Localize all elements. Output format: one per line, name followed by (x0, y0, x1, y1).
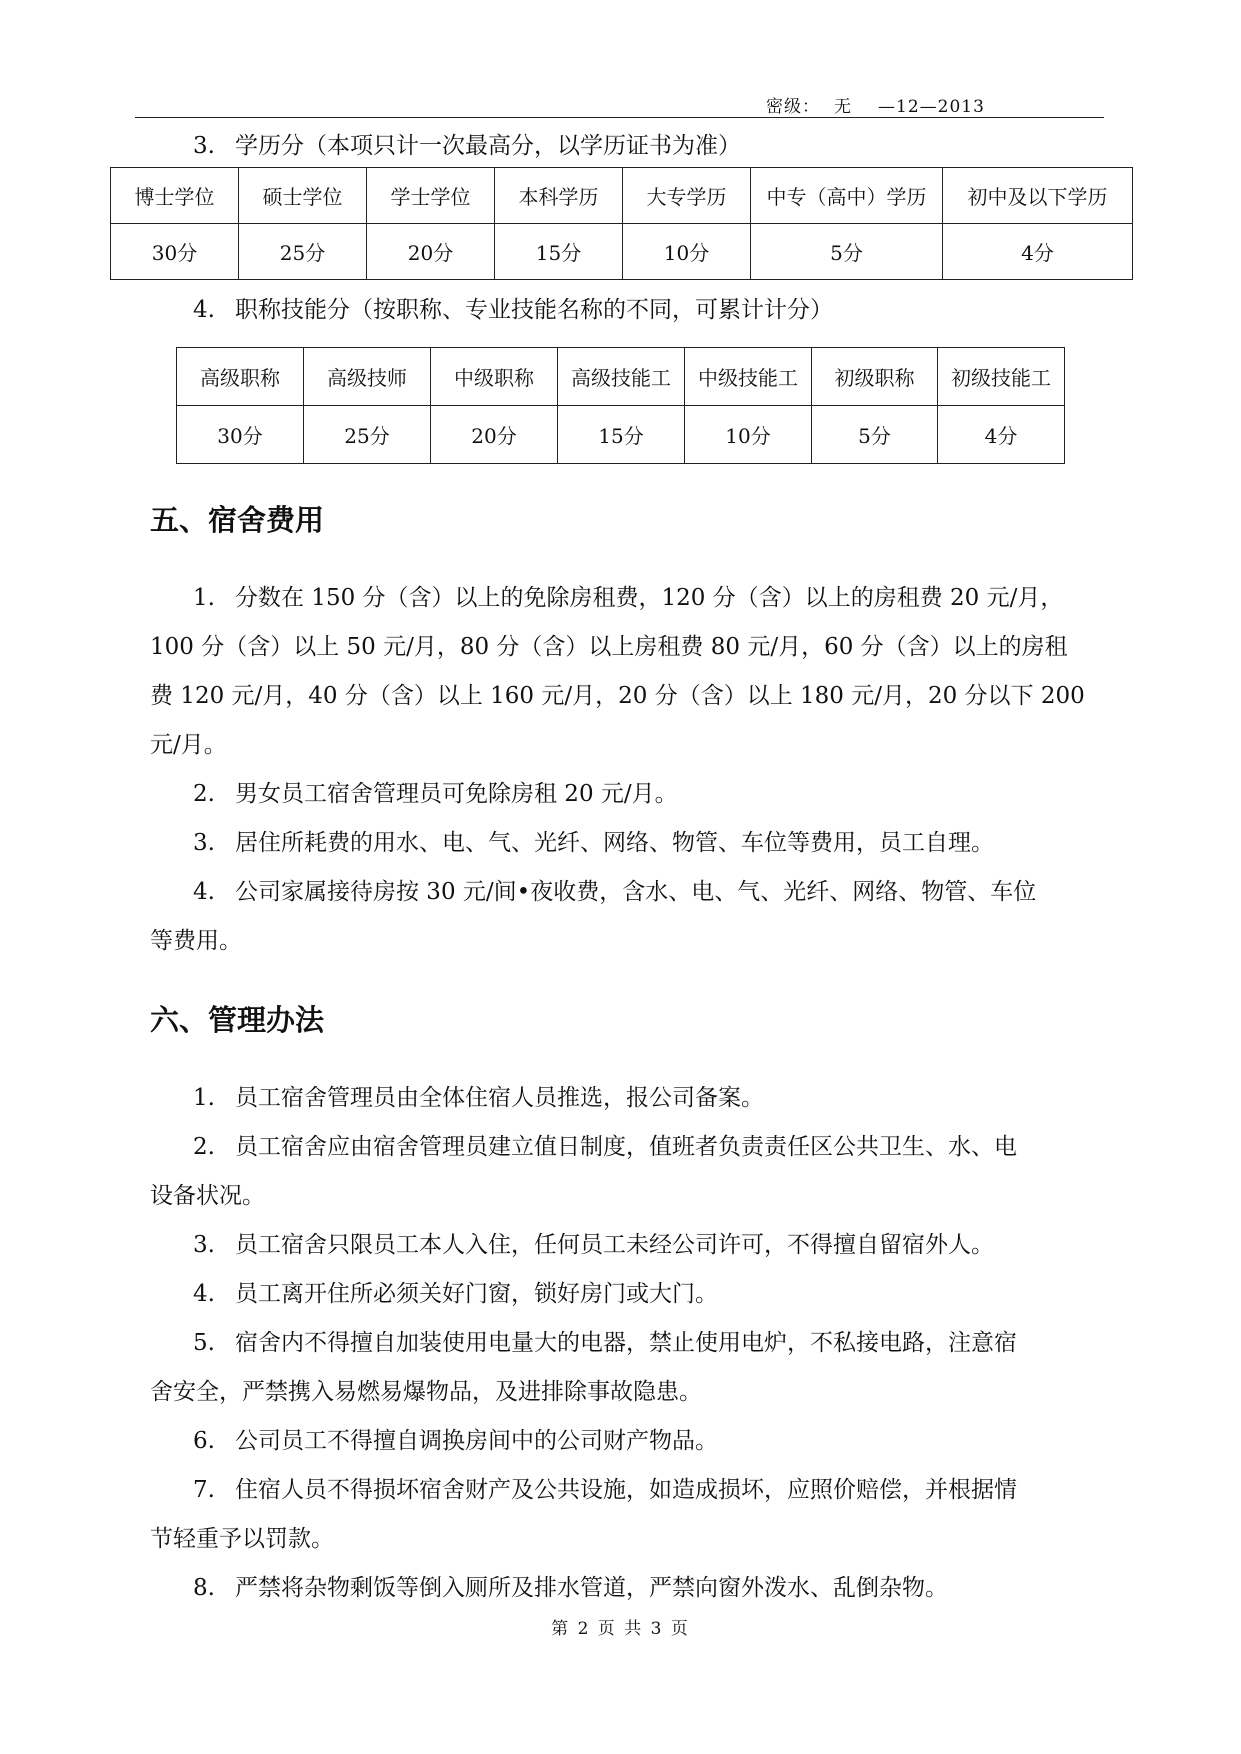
item-continuation: 等费用。 (150, 928, 242, 954)
table-header-cell: 高级技师 (304, 348, 431, 406)
item-continuation: 设备状况。 (150, 1183, 265, 1209)
secret-value: 无 (834, 97, 852, 117)
item-number: 4. (193, 879, 215, 905)
table-row (111, 224, 1133, 280)
item-number: 4. (193, 1281, 215, 1307)
table-header-cell: 学士学位 (367, 168, 495, 224)
table-header-cell: 初中及以下学历 (943, 168, 1133, 224)
table-header-cell: 初级职称 (812, 348, 938, 406)
item-number: 6. (193, 1428, 215, 1454)
item-number: 3. (193, 1232, 215, 1258)
education-heading (193, 122, 741, 171)
section-6-item-3 (193, 1221, 994, 1270)
table-cell: 30分 (177, 406, 304, 464)
section-5-item-2 (193, 770, 678, 819)
secret-label: 密级： (766, 97, 820, 117)
section-5-item-1 (193, 574, 1063, 623)
section-5-item-3 (193, 819, 994, 868)
item-number: 3. (193, 830, 215, 856)
table-cell: 4分 (943, 224, 1133, 280)
header (766, 92, 985, 117)
header-rule (135, 117, 1104, 118)
title-skill-heading (193, 286, 833, 335)
item-text: 宿舍内不得擅自加装使用电量大的电器，禁止使用电炉，不私接电路，注意宿 (235, 1330, 1017, 1356)
item-number: 3. (193, 133, 215, 159)
table-header-cell: 中专（高中）学历 (751, 168, 943, 224)
table-header-cell: 中级技能工 (685, 348, 812, 406)
section-6-item-5 (193, 1319, 1017, 1368)
section-6-item-8 (193, 1564, 948, 1613)
item-number: 7. (193, 1477, 215, 1503)
item-number: 1. (193, 585, 215, 611)
table-header-cell: 高级技能工 (558, 348, 685, 406)
table-cell: 5分 (751, 224, 943, 280)
page-number: 第 2 页 共 3 页 (551, 1619, 690, 1639)
item-continuation: 舍安全，严禁携入易燃易爆物品，及进排除事故隐患。 (150, 1379, 702, 1405)
table-header-cell: 初级技能工 (938, 348, 1065, 406)
item-text: 职称技能分（按职称、专业技能名称的不同，可累计计分） (235, 297, 833, 323)
table-header-cell: 硕士学位 (239, 168, 367, 224)
item-text: 公司员工不得擅自调换房间中的公司财产物品。 (235, 1428, 718, 1454)
table-header-row (177, 348, 1065, 406)
table-cell: 10分 (623, 224, 751, 280)
table-cell: 25分 (304, 406, 431, 464)
item-continuation: 费 120 元/月，40 分（含）以上 160 元/月，20 分（含）以上 180 元/月，20 分以下 200 (150, 683, 1085, 709)
table-header-cell: 大专学历 (623, 168, 751, 224)
section-6-item-4 (193, 1270, 718, 1319)
item-text: 男女员工宿舍管理员可免除房租 20 元/月。 (235, 781, 678, 807)
table-cell: 15分 (558, 406, 685, 464)
table-cell: 4分 (938, 406, 1065, 464)
table-cell: 20分 (431, 406, 558, 464)
doc-code: —12—2013 (878, 97, 985, 117)
item-number: 2. (193, 781, 215, 807)
item-text: 公司家属接待房按 30 元/间•夜收费，含水、电、气、光纤、网络、物管、车位 (235, 879, 1037, 905)
table-header-cell: 本科学历 (495, 168, 623, 224)
item-number: 4. (193, 297, 215, 323)
table-cell: 10分 (685, 406, 812, 464)
item-number: 8. (193, 1575, 215, 1601)
item-number: 5. (193, 1330, 215, 1356)
table-cell: 20分 (367, 224, 495, 280)
table-header-row (111, 168, 1133, 224)
item-number: 1. (193, 1085, 215, 1111)
section-6-item-7 (193, 1466, 1017, 1515)
item-continuation: 100 分（含）以上 50 元/月，80 分（含）以上房租费 80 元/月，60 分（含）以上的房租 (150, 634, 1068, 660)
item-text: 员工宿舍只限员工本人入住，任何员工未经公司许可，不得擅自留宿外人。 (235, 1232, 994, 1258)
item-text: 员工宿舍应由宿舍管理员建立值日制度，值班者负责责任区公共卫生、水、电 (235, 1134, 1017, 1160)
item-text: 住宿人员不得损坏宿舍财产及公共设施，如造成损坏，应照价赔偿，并根据情 (235, 1477, 1017, 1503)
section-6-item-6 (193, 1417, 718, 1466)
section-5-item-4 (193, 868, 1036, 917)
table-cell: 5分 (812, 406, 938, 464)
item-continuation: 节轻重予以罚款。 (150, 1526, 334, 1552)
table-header-cell: 高级职称 (177, 348, 304, 406)
item-text: 员工宿舍管理员由全体住宿人员推选，报公司备案。 (235, 1085, 764, 1111)
section-6-item-2 (193, 1123, 1017, 1172)
table-cell: 25分 (239, 224, 367, 280)
title-skill-score-table (176, 347, 1065, 464)
table-header-cell: 中级职称 (431, 348, 558, 406)
section-5-title: 五、宿舍费用 (150, 503, 325, 537)
table-cell: 15分 (495, 224, 623, 280)
item-number: 2. (193, 1134, 215, 1160)
education-score-table (110, 167, 1133, 280)
table-row (177, 406, 1065, 464)
table-header-cell: 博士学位 (111, 168, 239, 224)
item-text: 员工离开住所必须关好门窗，锁好房门或大门。 (235, 1281, 718, 1307)
section-6-item-1 (193, 1074, 764, 1123)
item-text: 严禁将杂物剩饭等倒入厕所及排水管道，严禁向窗外泼水、乱倒杂物。 (235, 1575, 948, 1601)
item-continuation: 元/月。 (150, 732, 227, 758)
section-6-title: 六、管理办法 (150, 1003, 325, 1037)
item-text: 分数在 150 分（含）以上的免除房租费，120 分（含）以上的房租费 20 元/月， (235, 585, 1064, 611)
table-cell: 30分 (111, 224, 239, 280)
item-text: 居住所耗费的用水、电、气、光纤、网络、物管、车位等费用，员工自理。 (235, 830, 994, 856)
item-text: 学历分（本项只计一次最高分，以学历证书为准） (235, 133, 741, 159)
